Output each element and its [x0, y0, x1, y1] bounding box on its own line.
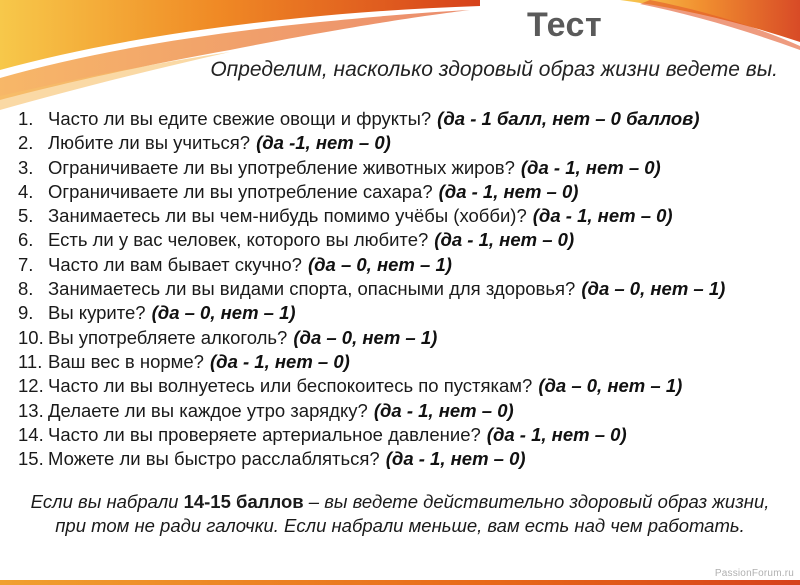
question-text: Вы употребляете алкоголь?: [48, 326, 288, 348]
question-number: 7.: [18, 253, 34, 275]
question-number: 4.: [18, 180, 34, 202]
question-number: 3.: [18, 156, 34, 178]
question-score: (да - 1 балл, нет – 0 баллов): [437, 108, 700, 129]
question-text: Делаете ли вы каждое утро зарядку?: [48, 399, 368, 421]
question-text: Часто ли вы волнуетесь или беспокоитесь по пустякам?: [48, 375, 533, 397]
question-score: (да - 1, нет – 0): [385, 448, 526, 470]
list-item: [18, 301, 725, 325]
question-text: Ограничиваете ли вы употребление сахара?: [48, 180, 433, 202]
question-score: (да – 0, нет – 1): [307, 253, 452, 275]
list-item: [18, 447, 725, 471]
question-text: Можете ли вы быстро расслабляться?: [48, 448, 380, 470]
list-item: [18, 131, 725, 155]
question-number: 2.: [18, 132, 34, 154]
question-number: 6.: [18, 229, 34, 251]
question-score: (да – 0, нет – 1): [538, 375, 683, 397]
question-score: (да – 0, нет – 1): [293, 326, 438, 348]
conclusion-prefix: Если вы набрали: [30, 491, 184, 512]
list-item: [18, 326, 725, 350]
question-text: Часто ли вам бывает скучно?: [48, 253, 302, 275]
question-number: 11.: [18, 350, 43, 372]
question-text: Занимаетесь ли вы видами спорта, опасными для здоровья?: [48, 278, 576, 300]
conclusion-highlight: 14-15 баллов: [183, 491, 304, 512]
question-number: 8.: [18, 278, 34, 300]
question-score: (да - 1, нет – 0): [532, 205, 673, 227]
list-item: [18, 374, 725, 398]
list-item: [18, 180, 725, 204]
question-text: Занимаетесь ли вы чем-нибудь помимо учёбы (хобби)?: [48, 205, 527, 227]
question-text: Часто ли вы едите свежие овощи и фрукты?: [48, 108, 432, 129]
list-item: [18, 350, 725, 374]
question-text: Ваш вес в норме?: [48, 350, 204, 372]
list-item: [18, 399, 725, 423]
list-item: [18, 253, 725, 277]
question-text: Любите ли вы учиться?: [48, 132, 251, 154]
conclusion-suffix: – вы ведете действительно здоровый образ жизни, при том не ради галочки. Если набрали меньше, вам есть над чем работать.: [55, 491, 770, 536]
question-score: (да - 1, нет – 0): [438, 180, 579, 202]
question-score: (да - 1, нет – 0): [209, 350, 350, 372]
page-subtitle: Определим, насколько здоровый образ жизни ведете вы.: [210, 58, 778, 81]
question-text: Есть ли у вас человек, которого вы любите?: [48, 229, 429, 251]
question-score: (да – 0, нет – 1): [151, 302, 296, 324]
page-title: Тест: [527, 6, 603, 44]
question-score: (да - 1, нет – 0): [486, 423, 627, 445]
list-item: [18, 277, 725, 301]
question-number: 10.: [18, 326, 44, 348]
list-item: [18, 156, 725, 180]
question-score: (да -1, нет – 0): [256, 132, 391, 154]
question-text: Вы курите?: [48, 302, 146, 324]
question-number: 1.: [18, 108, 34, 129]
watermark: PassionForum.ru: [714, 568, 794, 579]
conclusion-text: [30, 490, 770, 538]
question-number: 14.: [18, 423, 44, 445]
question-score: (да – 0, нет – 1): [581, 278, 726, 300]
list-item: [18, 423, 725, 447]
question-number: 12.: [18, 375, 44, 397]
question-text: Часто ли вы проверяете артериальное давление?: [48, 423, 481, 445]
question-list: [18, 107, 725, 471]
question-score: (да - 1, нет – 0): [434, 229, 575, 251]
list-item: [18, 228, 725, 252]
question-number: 5.: [18, 205, 34, 227]
list-item: [18, 204, 725, 228]
list-item: [18, 107, 725, 131]
question-number: 15.: [18, 448, 44, 470]
question-number: 13.: [18, 399, 44, 421]
question-number: 9.: [18, 302, 34, 324]
bottom-accent-bar: [0, 580, 800, 585]
question-score: (да - 1, нет – 0): [520, 156, 661, 178]
question-score: (да - 1, нет – 0): [373, 399, 514, 421]
question-text: Ограничиваете ли вы употребление животных жиров?: [48, 156, 515, 178]
